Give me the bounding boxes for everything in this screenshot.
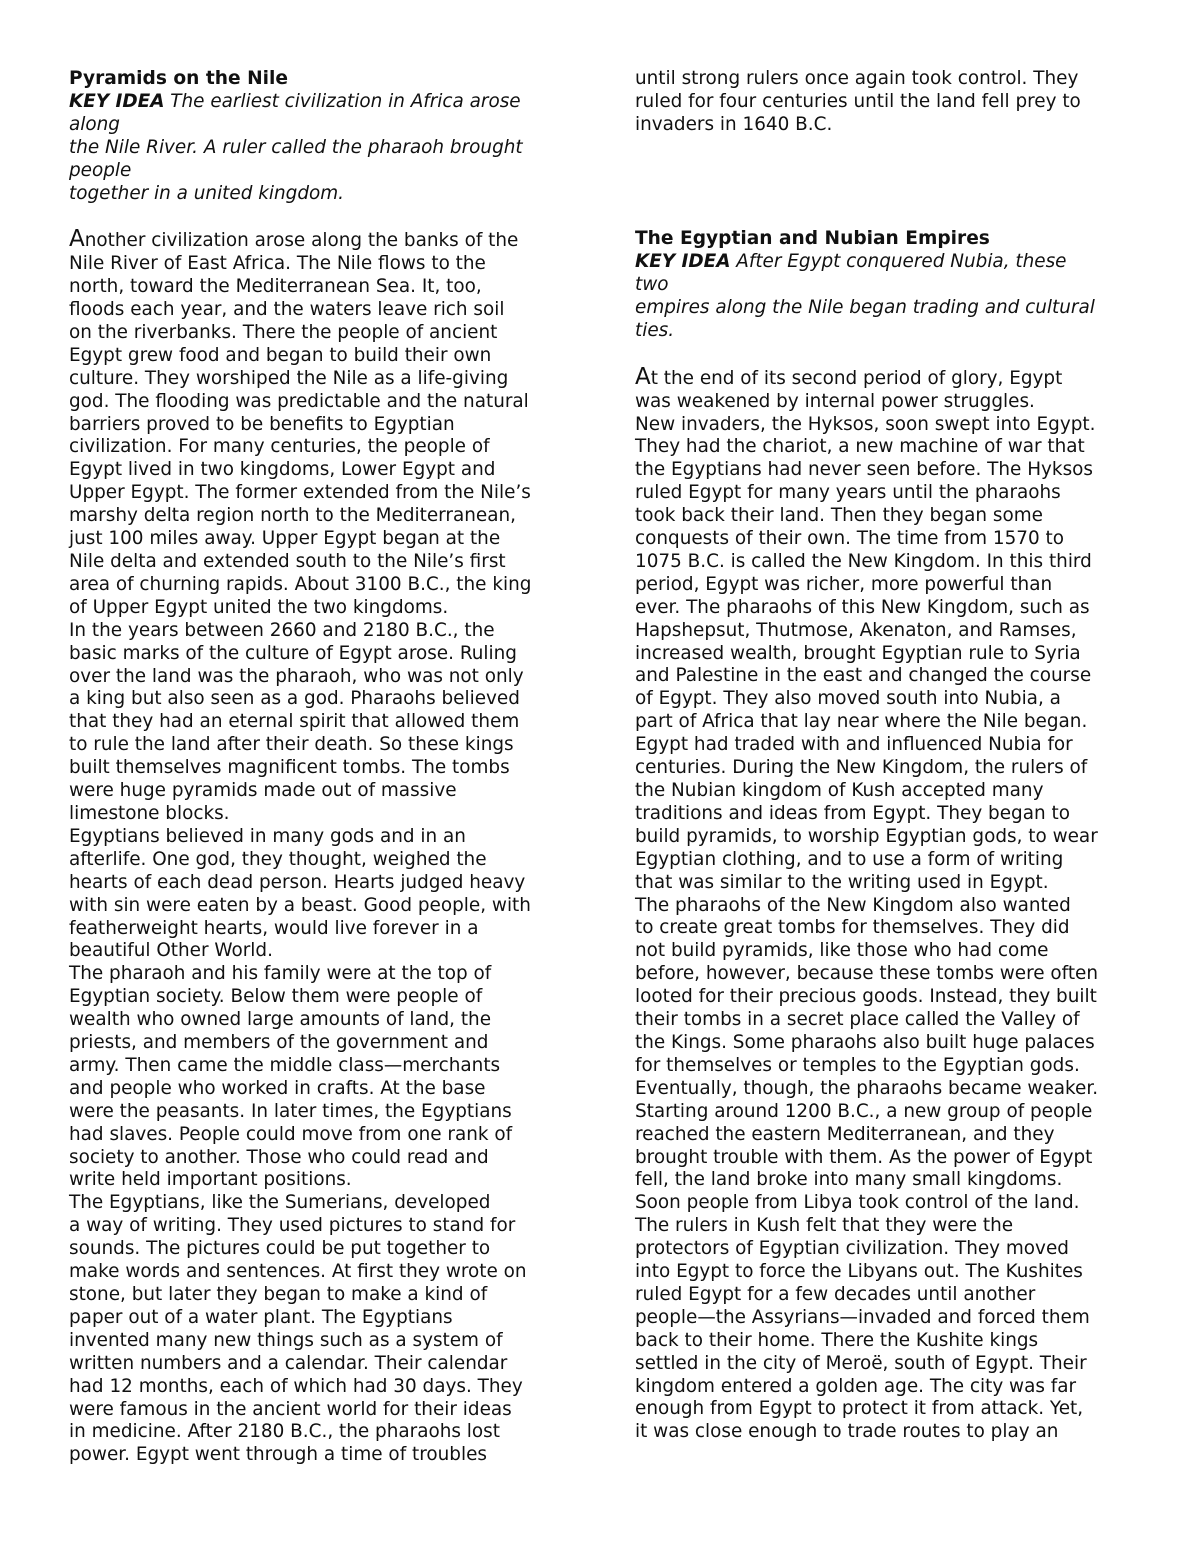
body-line: ever. The pharaohs of this New Kingdom, such as [635, 596, 1090, 618]
right-column [635, 68, 1135, 1444]
body-line: enough from Egypt to protect it from attack. Yet, [635, 1398, 1084, 1420]
body-line: Egypt had traded with and influenced Nubia for [635, 734, 1073, 756]
body-line: Egypt lived in two kingdoms, Lower Egypt and [69, 459, 496, 481]
body-line: paper out of a water plant. The Egyptians [69, 1306, 453, 1328]
body-line: and Palestine in the east and changed the course [635, 665, 1092, 687]
body-line: The Egyptians, like the Sumerians, developed [69, 1192, 491, 1214]
body-line: the Kings. Some pharaohs also built huge palaces [635, 1031, 1095, 1053]
body-lines-left [69, 253, 569, 1467]
dropcap-letter: A [69, 226, 85, 253]
body-line: that they had an eternal spirit that allowed them [69, 711, 520, 733]
body-line: Egypt grew food and began to build their own [69, 344, 492, 366]
body-line: before, however, because these tombs were often [635, 963, 1099, 985]
body-line: 1075 B.C. is called the New Kingdom. In this third [635, 550, 1092, 572]
body-line: The rulers in Kush felt that they were the [635, 1215, 1014, 1237]
body-line: make words and sentences. At first they wrote on [69, 1261, 527, 1283]
body-line: increased wealth, brought Egyptian rule to Syria [635, 642, 1081, 664]
key-idea-label: KEY IDEA [635, 251, 731, 273]
body-line: Upper Egypt. The former extended from the Nile’s [69, 482, 531, 504]
body-line: army. Then came the middle class—merchants [69, 1054, 501, 1076]
body-line: reached the eastern Mediterranean, and they [635, 1123, 1055, 1145]
body-line: Egyptians believed in many gods and in an [69, 825, 466, 847]
body-line: were famous in the ancient world for their ideas [69, 1398, 512, 1420]
key-idea-line: After Egypt conquered Nubia, these [730, 251, 1067, 273]
body-line: featherweight hearts, would live forever in a [69, 917, 479, 939]
body-line: of Egypt. They also moved south into Nubia, a [635, 688, 1061, 710]
body-line: invented many new things such as a system of [69, 1329, 503, 1351]
spacer [635, 137, 1135, 160]
body-line: written numbers and a calendar. Their calendar [69, 1352, 508, 1374]
body-line: New invaders, the Hyksos, soon swept into Egypt. [635, 413, 1096, 435]
body-line: invaders in 1640 B.C. [635, 113, 833, 135]
body-line: the Egyptians had never seen before. The Hyksos [635, 459, 1093, 481]
body-line: on the riverbanks. There the people of ancient [69, 321, 498, 343]
body-line: culture. They worshiped the Nile as a life-giving [69, 367, 509, 389]
key-idea-empires [635, 251, 1135, 343]
body-line: power. Egypt went through a time of troubles [69, 1444, 487, 1466]
body-line: ruled for four centuries until the land fell prey to [635, 90, 1081, 112]
body-line: kingdom entered a golden age. The city was far [635, 1375, 1077, 1397]
body-line: wealth who owned large amounts of land, the [69, 1009, 492, 1031]
body-line: back to their home. There the Kushite kings [635, 1329, 1039, 1351]
body-text-pyramids [69, 228, 569, 1467]
body-line: Nile delta and extended south to the Nile’s first [69, 551, 506, 573]
body-line: into Egypt to force the Libyans out. The Kushites [635, 1261, 1083, 1283]
body-line: part of Africa that lay near where the Nile began. [635, 711, 1088, 733]
body-line: barriers proved to be benefits to Egyptian [69, 413, 455, 435]
key-idea-line: the Nile River. A ruler called the pharaoh brought [69, 136, 523, 158]
body-line: and people who worked in crafts. At the base [69, 1077, 486, 1099]
left-column [69, 68, 569, 1467]
body-line: settled in the city of Meroë, south of Egypt. Their [635, 1352, 1087, 1374]
body-line: north, toward the Mediterranean Sea. It, too, [69, 276, 482, 298]
body-line: for themselves or temples to the Egyptian gods. [635, 1054, 1080, 1076]
body-line: to create great tombs for themselves. They did [635, 917, 1070, 939]
key-idea-line: along [69, 113, 120, 135]
body-line: protectors of Egyptian civilization. They moved [635, 1238, 1069, 1260]
body-line: that was similar to the writing used in Egypt. [635, 871, 1049, 893]
section-heading-pyramids: Pyramids on the Nile [69, 68, 289, 89]
body-line: centuries. During the New Kingdom, the rulers of [635, 757, 1088, 779]
key-idea-line: together in a united kingdom. [69, 182, 345, 204]
body-line: Egyptian clothing, and to use a form of writing [635, 848, 1064, 870]
body-line: stone, but later they began to make a kind of [69, 1284, 488, 1306]
key-idea-line: ties. [635, 319, 675, 341]
body-line: looted for their precious goods. Instead, they built [635, 986, 1097, 1008]
body-line: beautiful Other World. [69, 940, 273, 962]
body-line: god. The flooding was predictable and the natural [69, 390, 529, 412]
body-line: The pharaohs of the New Kingdom also wanted [635, 894, 1071, 916]
body-line: sounds. The pictures could be put together to [69, 1238, 491, 1260]
body-line: marshy delta region north to the Mediterranean, [69, 505, 516, 527]
body-line: just 100 miles away. Upper Egypt began at the [69, 528, 501, 550]
body-line: afterlife. One god, they thought, weighed the [69, 848, 487, 870]
body-line: They had the chariot, a new machine of war that [635, 436, 1085, 458]
body-line: hearts of each dead person. Hearts judged heavy [69, 871, 526, 893]
body-line: took back their land. Then they began some [635, 505, 1043, 527]
body-line: Soon people from Libya took control of the land. [635, 1192, 1080, 1214]
body-line: was weakened by internal power struggles. [635, 390, 1035, 412]
body-line: t the end of its second period of glory, Egypt [650, 367, 1063, 389]
body-line: a way of writing. They used pictures to stand for [69, 1215, 516, 1237]
body-line: Starting around 1200 B.C., a new group of people [635, 1100, 1093, 1122]
body-text-empires [635, 363, 1135, 1445]
body-line: nother civilization arose along the banks of the [84, 230, 519, 252]
body-line: were the peasants. In later times, the Egyptians [69, 1100, 512, 1122]
body-line: ruled Egypt for a few decades until another [635, 1283, 1036, 1305]
body-line: with sin were eaten by a beast. Good people, with [69, 894, 531, 916]
body-line: in medicine. After 2180 B.C., the pharaohs lost [69, 1421, 500, 1443]
body-line: The pharaoh and his family were at the top of [69, 963, 492, 985]
body-line: over the land was the pharaoh, who was not only [69, 665, 524, 687]
key-idea-line: people [69, 159, 132, 181]
body-line: of Upper Egypt united the two kingdoms. [69, 596, 449, 618]
body-line: traditions and ideas from Egypt. They began to [635, 802, 1070, 824]
body-line: brought trouble with them. As the power of Egypt [635, 1146, 1093, 1168]
body-line: were huge pyramids made out of massive [69, 780, 457, 802]
body-line: had slaves. People could move from one rank of [69, 1123, 513, 1145]
body-line: Eventually, though, the pharaohs became weaker. [635, 1077, 1099, 1099]
body-line: write held important positions. [69, 1169, 352, 1191]
body-line: had 12 months, each of which had 30 days. They [69, 1375, 523, 1397]
body-line: society to another. Those who could read and [69, 1146, 489, 1168]
body-line: area of churning rapids. About 3100 B.C., the king [69, 573, 532, 595]
body-first-line [69, 228, 569, 253]
body-line: priests, and members of the government and [69, 1032, 489, 1054]
body-line: fell, the land broke into many small kingdoms. [635, 1169, 1063, 1191]
body-line: a king but also seen as a god. Pharaohs believed [69, 688, 520, 710]
body-line: Egyptian society. Below them were people of [69, 986, 483, 1008]
body-line: floods each year, and the waters leave rich soil [69, 299, 505, 321]
body-line: ruled Egypt for many years until the pharaohs [635, 482, 1061, 504]
body-line: people—the Assyrians—invaded and forced them [635, 1306, 1090, 1328]
body-line: the Nubian kingdom of Kush accepted many [635, 780, 1044, 802]
body-line: their tombs in a secret place called the Valley of [635, 1009, 1080, 1031]
spacer [635, 183, 1135, 206]
body-line: it was close enough to trade routes to play an [635, 1421, 1059, 1443]
body-line: built themselves magnificent tombs. The tombs [69, 757, 510, 779]
spacer [635, 205, 1135, 228]
body-line: conquests of their own. The time from 1570 to [635, 528, 1064, 550]
body-line: civilization. For many centuries, the people of [69, 436, 490, 458]
body-line: until strong rulers once again took control. They [635, 68, 1079, 89]
spacer [635, 343, 1135, 366]
spacer [69, 205, 569, 228]
body-line: Hapshepsut, Thutmose, Akenaton, and Ramses, [635, 619, 1077, 641]
key-idea-line: The earliest civilization in Africa arose [164, 90, 521, 112]
body-line: limestone blocks. [69, 802, 230, 824]
key-idea-label: KEY IDEA [69, 90, 165, 112]
body-lines-right [635, 391, 1135, 1445]
body-line: In the years between 2660 and 2180 B.C., the [69, 619, 495, 641]
spacer [635, 160, 1135, 183]
section-heading-empires: The Egyptian and Nubian Empires [635, 228, 990, 250]
body-line: not build pyramids, like those who had come [635, 940, 1049, 962]
body-line: Nile River of East Africa. The Nile flows to the [69, 253, 486, 275]
key-idea-line: empires along the Nile began trading and cultural [635, 297, 1095, 318]
key-idea-pyramids [69, 91, 569, 206]
continuation-text [635, 68, 1135, 137]
body-first-line [635, 363, 1135, 391]
body-line: basic marks of the culture of Egypt arose. Ruling [69, 642, 517, 664]
body-line: to rule the land after their death. So these kings [69, 734, 514, 756]
body-line: period, Egypt was richer, more powerful than [635, 573, 1053, 595]
key-idea-line: two [635, 274, 669, 296]
dropcap-letter: A [635, 363, 651, 390]
body-line: build pyramids, to worship Egyptian gods, to wear [635, 825, 1098, 847]
